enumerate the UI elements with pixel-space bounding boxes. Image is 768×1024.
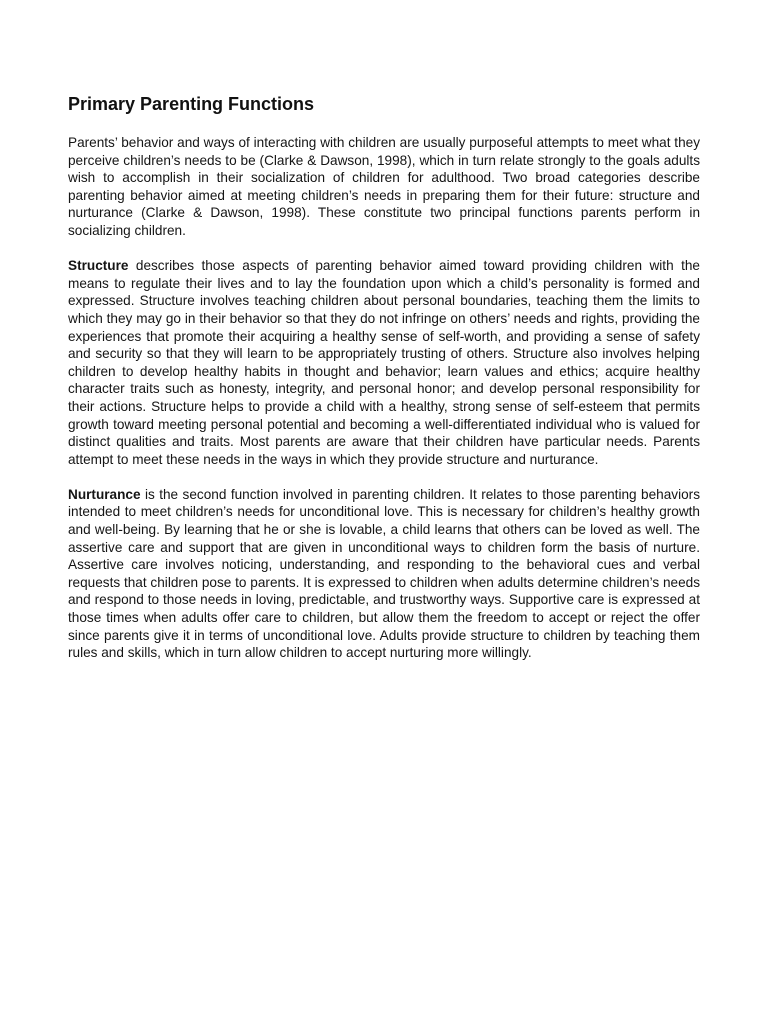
paragraph-intro <box>68 134 700 240</box>
nurturance-term: Nurturance <box>68 486 141 502</box>
paragraph-intro-text: Parents’ behavior and ways of interacting with children are usually purposeful attempts to meet what they perceive children’s needs to be (Clarke & Dawson, 1998), which in turn relate strongly to the goals adults wish to accomplish in their socialization of children for adulthood. Two broad categories describe parenting behavior aimed at meeting children’s needs in preparing them for their future: structure and nurturance (Clarke & Dawson, 1998). These constitute two principal functions parents perform in socializing children. <box>68 135 700 238</box>
paragraph-structure <box>68 257 700 468</box>
structure-term: Structure <box>68 258 129 274</box>
document-body <box>68 93 700 679</box>
paragraph-nurturance-text: is the second function involved in parenting children. It relates to those parenting behaviors intended to meet children’s needs for unconditional love. This is necessary for children’s healthy growth and well-being. By learning that he or she is lovable, a child learns that others can be loved as well. The assertive care and support that are given in unconditional ways to children form the basis of nurture. Assertive care involves noticing, understanding, and responding to the behavioral cues and verbal requests that children pose to parents. It is expressed to children when adults determine children’s needs and respond to those needs in loving, predictable, and trustworthy ways. Supportive care is expressed at those times when adults offer care to children, but allow them the freedom to accept or reject the offer since parents give it in terms of unconditional love. Adults provide structure to children by teaching them rules and skills, which in turn allow children to accept nurturing more willingly. <box>68 486 700 661</box>
page-title: Primary Parenting Functions <box>68 94 315 114</box>
paragraph-structure-text: describes those aspects of parenting behavior aimed toward providing children with the means to regulate their lives and to lay the foundation upon which a child’s personality is formed and expressed. Structure involves teaching children about personal boundaries, teaching them the limits to which they may go in their behavior so that they do not infringe on others’ needs and rights, providing the experiences that promote their acquiring a healthy sense of self-worth, and providing a sense of safety and security so that they will learn to be appropriately trusting of others. Structure also involves helping children to develop healthy habits in thought and behavior; learn values and ethics; acquire healthy character traits such as honesty, integrity, and personal honor; and develop personal responsibility for their actions. Structure helps to provide a child with a healthy, strong sense of self-esteem that permits growth toward meeting personal potential and becoming a well-differentiated individual who is valued for distinct qualities and traits. Most parents are aware that their children have particular needs. Parents attempt to meet these needs in the ways in which they provide structure and nurturance. <box>68 258 700 467</box>
paragraph-nurturance <box>68 486 700 662</box>
